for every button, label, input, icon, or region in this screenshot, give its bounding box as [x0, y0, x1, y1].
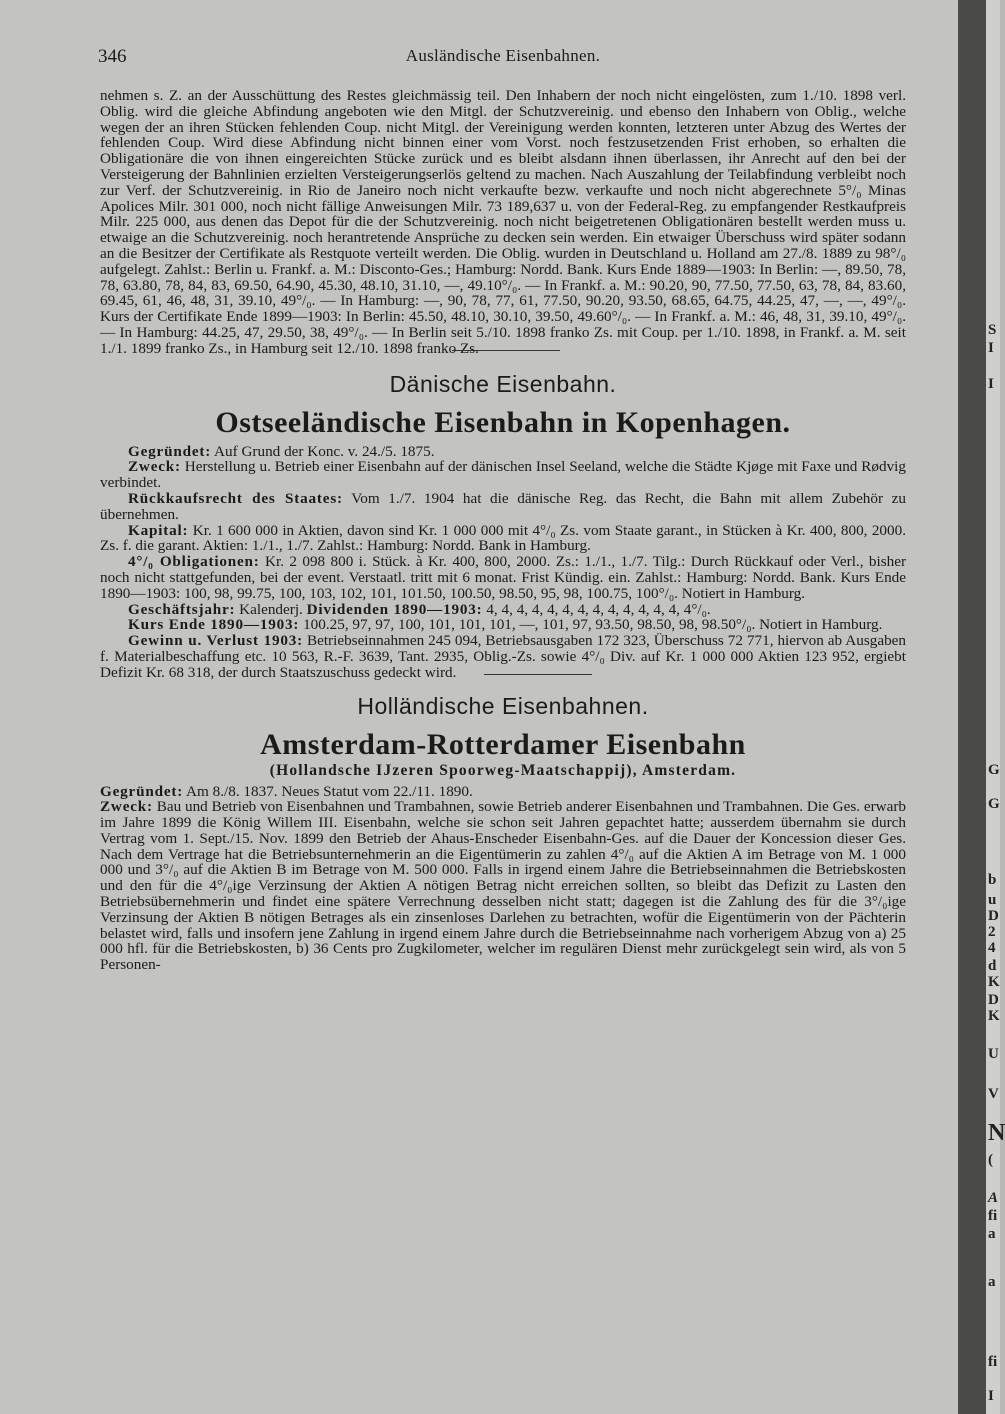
edge-letter: U: [988, 1046, 999, 1062]
edge-letter: I: [988, 376, 994, 392]
edge-letter: I: [988, 340, 994, 356]
company-subtitle: (Hollandsche IJzeren Spoorweg-Maatschappij), Amsterdam.: [269, 761, 737, 779]
edge-letter: S: [988, 322, 997, 338]
edge-letter: G: [988, 762, 1000, 778]
edge-letter: V: [988, 1086, 999, 1102]
running-header: [98, 46, 908, 72]
page-number: 346: [98, 46, 127, 67]
edge-letter: D: [988, 908, 999, 924]
edge-letter: a: [988, 1226, 996, 1242]
running-title: Ausländische Eisenbahnen.: [405, 46, 601, 65]
entry-rueckkaufsrecht: Rückkaufsrecht des Staates: Vom 1./7. 1904 hat die dänische Reg. das Recht, die Bahn mit allem Zubehör zu übernehmen.: [100, 489, 907, 523]
entry-gegruendet: Gegründet: Auf Grund der Konc. v. 24./5. 1875.: [128, 442, 435, 460]
entry-gegruendet-dutch: Gegründet: Am 8./8. 1837. Neues Statut vom 22./11. 1890.: [100, 782, 473, 800]
edge-letter: u: [988, 892, 997, 908]
edge-letter: A: [988, 1190, 999, 1206]
entry-kurs: Kurs Ende 1890—1903: 100.25, 97, 97, 100, 101, 101, 101, —, 101, 97, 93.50, 98.50, 98, 98.50°/₀. Notiert in Hamburg.: [128, 616, 883, 634]
edge-letter: d: [988, 958, 997, 974]
edge-letter: fi: [988, 1208, 998, 1224]
edge-letter: a: [988, 1274, 996, 1290]
entry-geschaeftsjahr: Geschäftsjahr: Kalenderj. Dividenden 1890—1903: 4, 4, 4, 4, 4, 4, 4, 4, 4, 4, 4, 4, 4, 4°/₀.: [128, 600, 711, 618]
edge-letter: I: [988, 1388, 994, 1404]
company-title-amsterdam-rotterdam: Amsterdam-Rotterdamer Eisenbahn: [260, 727, 746, 761]
edge-letter: (: [988, 1152, 993, 1168]
entry-kapital: Kapital: Kr. 1 600 000 in Aktien, davon sind Kr. 1 000 000 mit 4°/₀ Zs. vom Staate garant., in Stücken à Kr. 400, 800, 2000. Zs. f. die garant. Aktien: 1./1., 1./7. Zahlst.: Hamburg: Nordd. Bank in Hamburg.: [100, 521, 906, 555]
edge-letter: 2: [988, 924, 996, 940]
edge-letter: fi: [988, 1354, 998, 1370]
edge-letter: K: [988, 1008, 1000, 1024]
company-title-ostseelaendische: Ostseeländische Eisenbahn in Kopenhagen.: [215, 405, 791, 439]
entry-zweck: Zweck: Herstellung u. Betrieb einer Eisenbahn auf der dänischen Insel Seeland, welche die Städte Kjøge mit Faxe und Rødvig verbindet.: [100, 458, 906, 492]
entry-gewinn-verlust: Gewinn u. Verlust 1903: Betriebseinnahmen 245 094, Betriebsausgaben 172 323, Überschuss 72 771, hiervon ab Ausgaben f. Materialbeschaffung etc. 10 563, R.-F. 3639, Tant. 2935, Oblig.-Zs. sowie 4°/₀ Div. auf Kr. 1 000 000 Aktien 123 952, ergiebt Defizit Kr. 68 318, der durch Staatszuschuss gedeckt wird.: [100, 632, 906, 681]
section-title-dutch: Holländische Eisenbahnen.: [357, 692, 649, 719]
entry-zweck-dutch: Zweck: Bau und Betrieb von Eisenbahnen und Trambahnen, sowie Betrieb anderer Eisenbahnen und Trambahnen. Die Ges. erwarb im Jahre 1899 die König Willem III. Eisenbahn, welche sie schon seit Jahren gepachtet hatte; ausserdem übernahm sie durch Vertrag vom 1. Sept./15. Nov. 1899 den Betrieb der Ahaus-Enscheder Eisenbahn-Ges. auf die Dauer der Koncession dieser Ges. Nach dem Vertrage hat die Betriebsunternehmerin an die Eigentümerin zu zahlen 4°/₀ auf die Aktien A im Betrage von M. 1 000 000 und 3°/₀ auf die Aktien B im Betrage von M. 500 000. Falls in irgend einem Jahre die Betriebseinnahmen die Betriebskosten und den für die 4°/₀ige Verzinsung der Aktien A nötigen Betrag nicht erreichen sollten, so bleibt das Defizit zu Lasten den Betriebsübernehmerin und findet eine spätere Verrechnung desselben nicht statt; dagegen ist die Zahlung des für die 3°/₀ige Verzinsung der Aktien B nötigen Betrages als ein zinsenloses Darlehen zu betrachten, wofür die Eigentümerin von der Pächterin belastet wird, falls und insofern jene Zahlung in irgend einem Jahre durch die Betriebseinnahme nach vorherigem Abzug von a) 25 000 hfl. für die Betriebskosten, b) 36 Cents pro Zugkilometer, welcher im regulären Dienst mehr zurückgelegt sein wird, als von 5 Personen-: [100, 798, 906, 974]
edge-letter: G: [988, 796, 1000, 812]
intro-paragraph: nehmen s. Z. an der Ausschüttung des Restes gleichmässig teil. Den Inhabern der noch nicht eingelösten, zum 1./10. 1898 verl. Oblig. wird die gleiche Abfindung angeboten wie den Mitgl. der Schutzvereinig. und ebenso den Inhabern von Oblig., welche wegen der an ihren Stücken fehlenden Coup. nicht Mitgl. der Vereinigung werden konnten, letzteren unter Abzug des Wertes der fehlenden Coup. Wird diese Abfindung nicht binnen einer vom Vorst. noch festzusetzenden Frist erhoben, so erhalten die Obligationäre die von ihnen eingereichten Stücke zurück und es bleibt alsdann ihnen überlassen, ihr Anrecht auf den bei der Versteigerung der Bahnlinien erzielten Versteigerungserlös geltend zu machen. Nach Auszahlung der Teilabfindung verbleibt noch zur Verf. der Schutzvereinig. in Rio de Janeiro noch nicht verkaufte bezw. verkaufte und noch nicht abgerechnete 5°/₀ Minas Apolices Milr. 301 000, noch nicht fällige Anweisungen Milr. 73 189,637 u. von der Federal-Reg. zu empfangender Restkaufpreis Milr. 225 000, aus denen das Depot für die der Schutzvereinig. noch nicht beigetretenen Obligationären bestellt werden muss u. etwaige an die Schutzvereinig. noch herantretende Ansprüche zu decken sein werden. Ein etwaiger Überschuss wird später sodann an die Besitzer der Certifikate als Restquote verteilt werden. Die Oblig. wurden in Deutschland u. Holland am 27./8. 1889 zu 98°/₀ aufgelegt. Zahlst.: Berlin u. Frankf. a. M.: Disconto-Ges.; Hamburg: Nordd. Bank. Kurs Ende 1889—1903: In Berlin: —, 89.50, 78, 78, 63.80, 78, 84, 83, 69.50, 64.90, 45.30, 48.10, 31.10, —, 49.10°/₀. — In Frankf. a. M.: 90.20, 90, 77.50, 77.50, 63, 78, 84, 83.60, 69.45, 61, 46, 48, 31, 39.10, 49°/₀. — In Hamburg: —, 90, 78, 77, 61, 77.50, 90.20, 93.50, 68.65, 64.75, 44.25, 47, —, —, 49°/₀. Kurs der Certifikate Ende 1899—1903: In Berlin: 45.50, 48.10, 30.10, 39.50, 49.60°/₀. — In Frankf. a. M.: 46, 48, 31, 39.10, 49°/₀. — In Hamburg: 44.25, 47, 29.50, 38, 49°/₀. — In Berlin seit 5./10. 1898 franko Zs. mit Coup. per 1./10. 1898, in Frankf. a. M. seit 1./1. 1899 franko Zs., in Hamburg seit 12./10. 1898 franko Zs.: [100, 87, 906, 357]
edge-letter: 4: [988, 940, 996, 956]
entry-obligationen: 4°/₀ Obligationen: Kr. 2 098 800 i. Stück. à Kr. 400, 800, 2000. Zs.: 1./1., 1./7. Tilg.: Durch Rückkauf oder Verl., bisher noch nicht stattgefunden, bei der event. Verstaatl. tritt mit 6 monat. Frist Kündig. ein. Zahlst.: Hamburg: Nordd. Bank. Kurs Ende 1890—1903: 100, 98, 99.75, 100, 103, 102, 101, 101.50, 100.50, 98.50, 95, 98, 100.75, 100°/₀. Notiert in Hamburg.: [100, 553, 906, 602]
edge-letter: D: [988, 992, 999, 1008]
edge-letter: b: [988, 872, 997, 888]
separator-rule: [452, 350, 560, 351]
text-column: [100, 88, 906, 973]
adjacent-page-edge: [986, 0, 1005, 1414]
edge-letter: N: [988, 1120, 1005, 1146]
book-gutter: [958, 0, 986, 1414]
edge-letter: K: [988, 974, 1000, 990]
separator-rule: [484, 674, 592, 675]
section-title-danish: Dänische Eisenbahn.: [389, 370, 617, 397]
